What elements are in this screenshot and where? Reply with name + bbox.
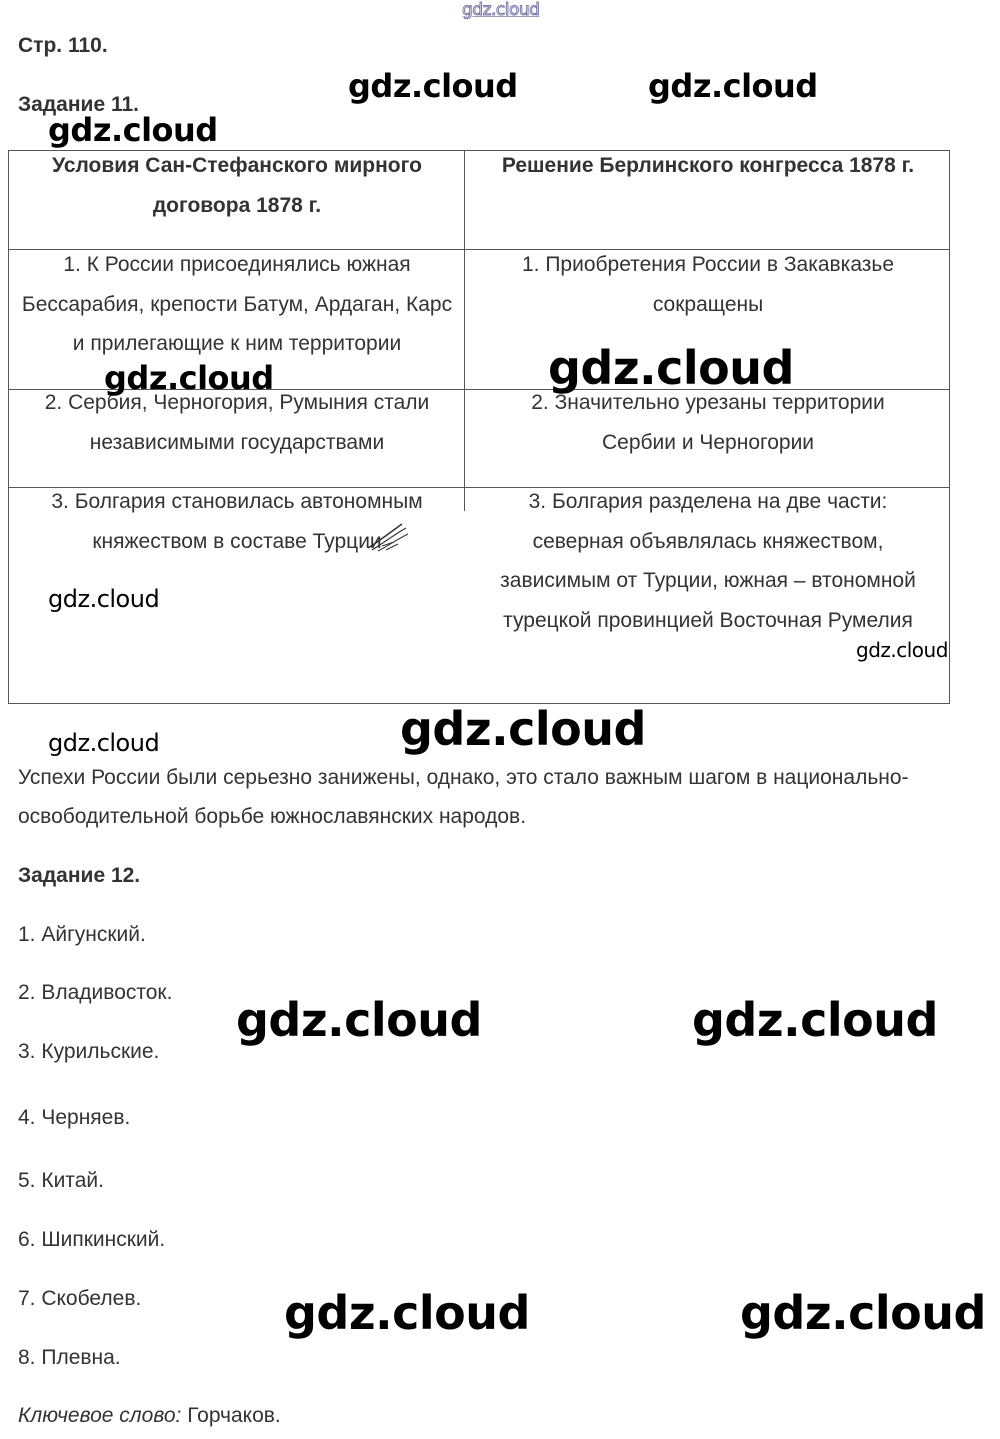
watermark: gdz.cloud xyxy=(48,729,160,757)
watermark: gdz.cloud xyxy=(648,67,818,105)
table-cell-r2-left: 2. Сербия, Черногория, Румыния стали независимыми государствами xyxy=(44,391,430,454)
conclusion-paragraph: Успехи России были серьезно занижены, однако, это стало важным шагом в национально-освободительной борьбе южнославянских народов. xyxy=(18,766,909,828)
page-ref: Стр. 110. xyxy=(18,34,108,57)
list-item: 5. Китай. xyxy=(18,1169,104,1192)
watermark: gdz.cloud xyxy=(48,111,218,149)
table-cell-r2-right: 2. Значительно урезаны территории Сербии и Черногории xyxy=(531,391,885,454)
table-cell-r1-left: 1. К России присоединялись южная Бессарабия, крепости Батум, Ардаган, Карс и прилегающие к ним территории xyxy=(21,253,453,355)
table-cell-r3-right: 3. Болгария разделена на две части: северная объявлялась княжеством, зависимым от Турции, южная – втономной турецкой провинцией Восточная Румелия xyxy=(500,490,916,632)
list-item: 7. Скобелев. xyxy=(18,1287,142,1310)
task11-title: Задание 11. xyxy=(18,93,139,116)
watermark: gdz.cloud xyxy=(548,341,794,395)
watermark: gdz.cloud xyxy=(104,359,274,397)
watermark: gdz.cloud xyxy=(48,585,160,613)
table-cell-r1-right: 1. Приобретения России в Закавказье сокращены xyxy=(521,253,895,316)
table-cell-r3-left: 3. Болгария становилась автономным княжеством в составе Турции xyxy=(51,490,423,553)
list-item: 1. Айгунский. xyxy=(18,923,146,946)
watermark: gdz.cloud xyxy=(348,67,518,105)
list-item: 2. Владивосток. xyxy=(18,981,173,1004)
watermark: gdz.cloud xyxy=(856,638,948,662)
top-watermark: gdz.cloud xyxy=(462,0,540,20)
watermark: gdz.cloud xyxy=(236,993,482,1047)
keyword-label: Ключевое слово: xyxy=(18,1404,182,1427)
comparison-table xyxy=(8,150,950,704)
task12-title: Задание 12. xyxy=(18,864,141,887)
keyword-value: Горчаков. xyxy=(181,1404,281,1427)
list-item: 3. Курильские. xyxy=(18,1040,160,1063)
list-item: 8. Плевна. xyxy=(18,1346,121,1369)
list-item: 6. Шипкинский. xyxy=(18,1228,166,1251)
watermark: gdz.cloud xyxy=(400,702,646,756)
list-item: 4. Черняев. xyxy=(18,1106,131,1129)
watermark: gdz.cloud xyxy=(284,1286,530,1340)
watermark: gdz.cloud xyxy=(740,1286,986,1340)
keyword-line xyxy=(18,1405,281,1426)
stamp-mark xyxy=(364,520,414,554)
watermark: gdz.cloud xyxy=(692,993,938,1047)
table-header-left: Условия Сан-Стефанского мирного договора 1878 г. xyxy=(52,154,422,217)
table-header-right: Решение Берлинского конгресса 1878 г. xyxy=(501,154,915,177)
